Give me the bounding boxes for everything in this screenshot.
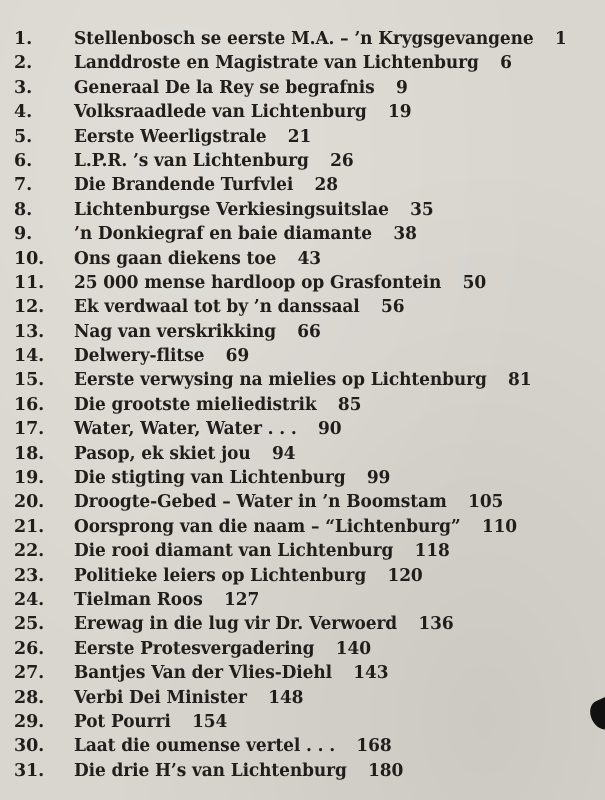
entry-title: Die grootste mieliedistrik [74,394,317,415]
entry-title: Die stigting van Lichtenburg [74,468,346,489]
toc-entry [0,612,605,636]
toc-entry [0,393,605,417]
entry-title: Die Brandende Turfvlei [74,175,294,196]
entry-number: 13. [14,321,45,342]
entry-page-number: 140 [335,638,371,659]
entry-title: 25 000 mense hardloop op Grasfontein [74,272,442,293]
entry-page-number: 66 [297,321,321,342]
entry-line [74,271,486,295]
entry-line [74,51,512,75]
entry-page-number: 90 [318,419,342,440]
toc-entry [0,466,605,490]
entry-number: 3. [14,77,33,98]
entry-title: Ons gaan diekens toe [74,248,277,269]
entry-number: 15. [14,370,45,391]
entry-number: 16. [14,394,45,415]
entry-title: Droogte-Gebed – Water in ’n Boomstam [74,492,447,513]
entry-page-number: 85 [337,394,362,415]
entry-line [74,490,503,514]
toc-entry [0,247,605,271]
entry-line [74,368,531,392]
entry-number: 14. [14,346,45,367]
entry-number: 23. [14,565,45,586]
table-of-contents [0,27,605,783]
entry-number: 31. [14,760,45,781]
entry-line [74,149,354,173]
toc-entry [0,515,605,539]
entry-line [74,76,408,100]
entry-line [74,539,450,563]
entry-line [74,417,341,441]
entry-line [74,564,423,588]
entry-line [74,100,411,124]
entry-page-number: 154 [192,711,228,732]
entry-line [74,661,388,685]
entry-title: Laat die oumense vertel . . . [74,736,336,757]
entry-page-number: 99 [366,468,391,489]
entry-title: Lichtenburgse Verkiesingsuitslae [74,199,389,220]
entry-number: 21. [14,516,45,537]
entry-page-number: 50 [462,272,487,293]
entry-line [74,612,454,636]
entry-line [74,466,390,490]
entry-number: 12. [14,297,45,318]
toc-entry [0,100,605,124]
entry-line [74,588,259,612]
entry-number: 30. [14,736,45,757]
entry-page-number: 1 [554,29,567,49]
toc-entry [0,222,605,246]
entry-page-number: 21 [287,126,312,147]
entry-number: 1. [14,29,33,49]
entry-title: Erewag in die lug vir Dr. Verwoerd [74,614,398,635]
entry-title: Stellenbosch se eerste M.A. – ’n Krygsgevangene [74,29,534,49]
entry-title: Die drie H’s van Lichtenburg [74,760,347,781]
toc-entry [0,564,605,588]
entry-title: Volksraadlede van Lichtenburg [74,102,367,123]
entry-number: 8. [14,199,33,220]
toc-entry [0,76,605,100]
entry-page-number: 118 [414,541,450,562]
entry-page-number: 69 [225,346,250,367]
entry-page-number: 110 [481,516,518,537]
entry-number: 29. [14,711,45,732]
entry-title: Pot Pourri [74,711,171,732]
entry-line [74,686,303,710]
entry-number: 7. [14,175,33,196]
entry-page-number: 19 [388,102,412,123]
toc-entry [0,637,605,661]
toc-entry [0,344,605,368]
entry-number: 10. [14,248,45,269]
toc-entry [0,490,605,514]
entry-number: 20. [14,492,45,513]
toc-entry [0,417,605,441]
entry-page-number: 105 [468,492,504,513]
entry-title: Bantjes Van der Vlies-Diehl [74,663,332,684]
entry-number: 19. [14,468,45,489]
entry-number: 28. [14,687,45,708]
toc-entry [0,368,605,392]
entry-number: 4. [14,102,33,123]
toc-entry [0,51,605,75]
toc-entry [0,442,605,466]
entry-title: Pasop, ek skiet jou [74,443,251,464]
entry-title: Delwery-flitse [74,346,205,367]
entry-number: 2. [14,53,33,74]
toc-entry [0,27,605,51]
entry-line [74,295,404,319]
entry-title: Verbi Dei Minister [74,687,247,708]
entry-page-number: 180 [368,760,404,781]
entry-line [74,515,517,539]
entry-title: Landdroste en Magistrate van Lichtenburg [74,53,479,74]
entry-title: Die rooi diamant van Lichtenburg [74,541,394,562]
toc-entry [0,759,605,783]
toc-entry [0,198,605,222]
entry-number: 25. [14,614,45,635]
toc-entry [0,149,605,173]
entry-title: L.P.R. ’s van Lichtenburg [74,150,309,171]
toc-entry [0,588,605,612]
toc-entry [0,295,605,319]
entry-page-number: 143 [353,663,389,684]
entry-line [74,393,361,417]
entry-title: Ek verdwaal tot by ’n danssaal [74,297,360,318]
entry-line [74,173,338,197]
entry-page-number: 26 [330,150,354,171]
entry-line [74,759,403,783]
entry-line [74,247,321,271]
toc-entry [0,710,605,734]
entry-line [74,734,392,758]
toc-entry [0,271,605,295]
entry-number: 26. [14,638,45,659]
entry-page-number: 6 [500,53,512,74]
toc-entry [0,686,605,710]
entry-title: Eerste verwysing na mielies op Lichtenburg [74,370,487,391]
entry-page-number: 168 [356,736,392,757]
entry-number: 9. [14,224,33,245]
entry-page-number: 94 [271,443,296,464]
entry-number: 11. [14,272,45,293]
entry-line [74,198,434,222]
entry-number: 22. [14,541,45,562]
entry-title: Water, Water, Water . . . [74,419,297,440]
entry-number: 17. [14,419,45,440]
entry-title: Oorsprong van die naam – “Lichtenburg” [74,516,461,537]
entry-title: Politieke leiers op Lichtenburg [74,565,367,586]
entry-line [74,637,371,661]
entry-page-number: 43 [297,248,322,269]
entry-page-number: 56 [380,297,405,318]
entry-page-number: 28 [314,175,338,196]
entry-title: ’n Donkiegraf en baie diamante [74,224,373,245]
toc-entry [0,539,605,563]
toc-entry [0,125,605,149]
entry-title: Eerste Weerligstrale [74,126,267,147]
entry-page-number: 81 [508,370,532,391]
entry-line [74,27,567,51]
entry-line [74,710,227,734]
entry-page-number: 35 [410,199,434,220]
entry-number: 6. [14,150,33,171]
entry-line [74,125,311,149]
entry-title: Nag van verskrikking [74,321,276,342]
entry-title: Tielman Roos [74,589,203,610]
toc-entry [0,661,605,685]
toc-entry [0,734,605,758]
entry-number: 24. [14,589,45,610]
entry-line [74,442,295,466]
entry-line [74,222,417,246]
entry-page-number: 127 [224,589,260,610]
entry-page-number: 148 [268,687,304,708]
entry-number: 5. [14,126,33,147]
entry-page-number: 136 [418,614,454,635]
entry-line [74,320,321,344]
entry-page-number: 9 [395,77,408,98]
toc-entry [0,320,605,344]
entry-number: 27. [14,663,45,684]
entry-title: Eerste Protesvergadering [74,638,315,659]
toc-entry [0,173,605,197]
entry-number: 18. [14,443,45,464]
entry-page-number: 38 [393,224,417,245]
entry-line [74,344,249,368]
entry-title: Generaal De la Rey se begrafnis [74,77,375,98]
entry-page-number: 120 [387,565,423,586]
